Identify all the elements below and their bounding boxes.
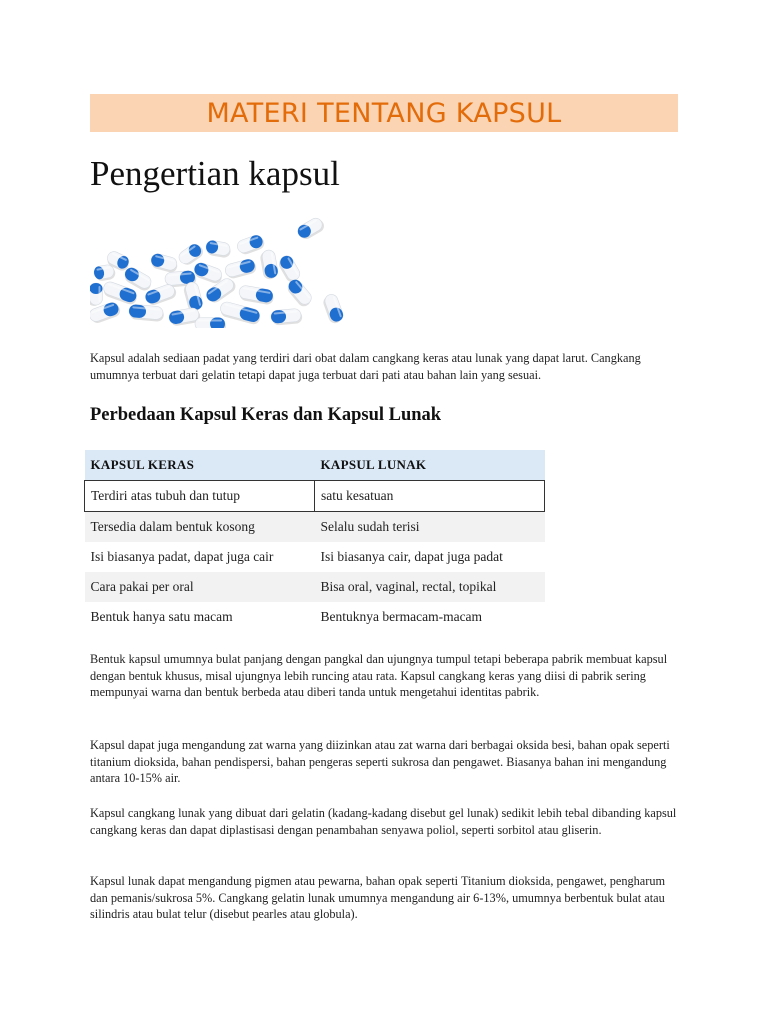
capsule-shape	[238, 285, 275, 306]
capsule-shape	[90, 283, 103, 306]
capsule-shape	[192, 261, 224, 285]
table-row	[85, 602, 545, 632]
title-banner	[90, 94, 678, 132]
table-cell: Isi biasanya padat, dapat juga cair	[90, 549, 274, 564]
table-cell: Bentuk hanya satu macam	[90, 609, 233, 624]
comparison-table	[84, 450, 545, 632]
section-heading-perbedaan: Perbedaan Kapsul Keras dan Kapsul Lunak	[90, 405, 442, 425]
capsule-shape	[205, 240, 232, 259]
body-paragraph-3: Kapsul cangkang lunak yang dibuat dari gelatin (kadang-kadang disebut gel lunak) sedikit lebih tebal dibanding kapsul cangkang keras dan dapat diplastisasi dengan penambahan senyawa poliol, seperti sorbitol atau gliserin.	[90, 806, 677, 837]
section-heading-pengertian: Pengertian kapsul	[90, 154, 340, 193]
body-paragraph-1: Bentuk kapsul umumnya bulat panjang dengan pangkal dan ujungnya tumpul tetapi beberapa pabrik membuat kapsul dengan bentuk khusus, misal ujungnya lebih runcing atau rata. Kapsul cangkang keras yang diisi di pabrik sering mempunyai warna dan bentuk berbeda atau diberi tanda untuk mengetahui identitas pabrik.	[90, 652, 668, 699]
capsule-shape	[236, 233, 267, 256]
capsule-shape	[149, 252, 179, 273]
capsule-shape	[128, 304, 164, 322]
capsule-shape	[276, 253, 302, 284]
document-title: MATERI TENTANG KAPSUL	[206, 98, 562, 129]
intro-paragraph: Kapsul adalah sediaan padat yang terdiri dari obat dalam cangkang keras atau lunak yang dapat larut. Cangkang umumnya terbuat dari gelatin tetapi dapat juga terbuat dari pati atau bahan lain yang sesuai.	[90, 351, 641, 382]
capsule-shape	[295, 215, 326, 241]
capsule-shape	[259, 249, 279, 280]
table-cell: Cara pakai per oral	[85, 572, 315, 602]
table-cell: Isi biasanya cair, dapat juga padat	[320, 549, 503, 564]
body-paragraph-4: Kapsul lunak dapat mengandung pigmen atau pewarna, bahan opak seperti Titanium dioksida, pengawet, pengharum dan pemanis/sukrosa 5%. Cangkang gelatin lunak umumnya mengandung air 6-13%, umumnya berbentuk bulat atau silindris atau bulat telur (disebut pearles atau globula).	[90, 874, 666, 921]
capsules-image	[90, 212, 350, 328]
table-cell: satu kesatuan	[315, 481, 545, 512]
table-cell: Tersedia dalam bentuk kosong	[85, 512, 315, 543]
table-row	[85, 481, 545, 512]
table-row	[85, 512, 545, 543]
table-row	[85, 542, 545, 572]
table-cell: Bentuknya bermacam-macam	[320, 609, 483, 624]
blue-white-capsules-icon	[90, 212, 350, 328]
table-cell: Bisa oral, vaginal, rectal, topikal	[315, 572, 545, 602]
table-cell: Selalu sudah terisi	[315, 512, 545, 543]
capsule-shape	[284, 277, 314, 309]
capsule-shape	[270, 308, 302, 326]
table-header-row	[85, 450, 545, 481]
table-row	[85, 572, 545, 602]
capsule-shape	[224, 258, 258, 281]
table-cell: Terdiri atas tubuh dan tutup	[85, 481, 315, 512]
column-header-kapsul-lunak: KAPSUL LUNAK	[315, 450, 545, 481]
capsule-shape	[195, 318, 226, 329]
body-paragraph-2: Kapsul dapat juga mengandung zat warna yang diizinkan atau zat warna dari berbagai oksida besi, bahan opak seperti titanium dioksida, bahan pendispersi, bahan pengeras seperti sukrosa dan pengawet. Biasanya bahan ini mengandung antara 10-15% air.	[90, 738, 670, 785]
capsule-shape	[218, 301, 261, 326]
capsule-shape	[321, 293, 345, 325]
column-header-kapsul-keras: KAPSUL KERAS	[85, 450, 315, 481]
